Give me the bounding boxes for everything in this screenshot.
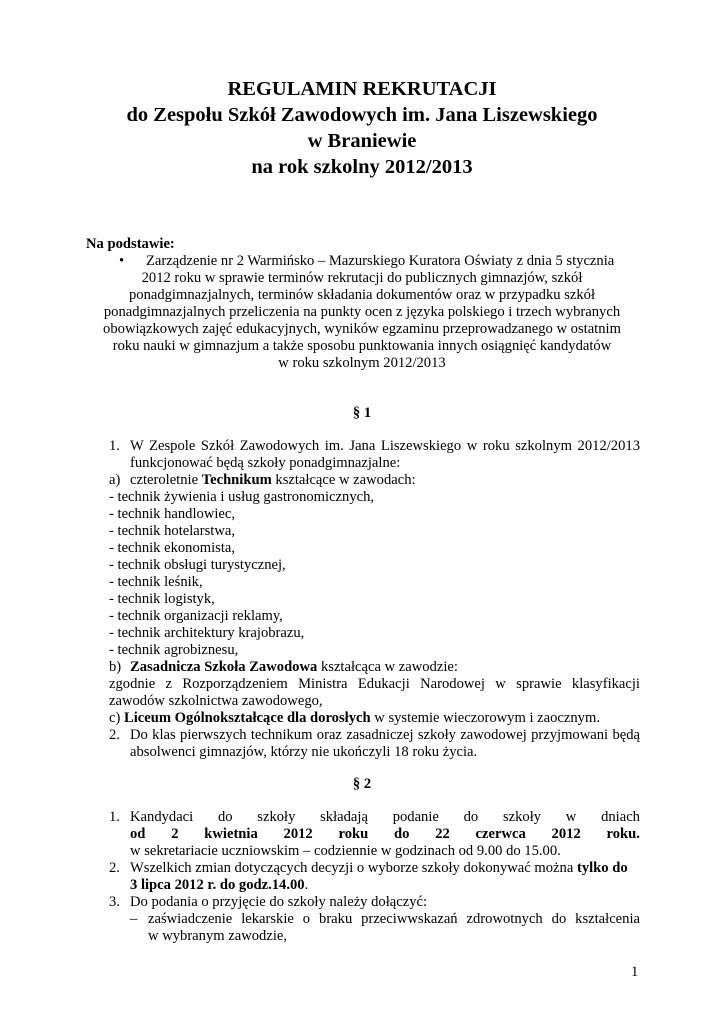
word: 2012: [283, 826, 313, 842]
section-1-item-2-line-2: absolwenci gimnazjów, którzy nie ukończyli 18 roku życia.: [130, 744, 478, 760]
text-span: .: [304, 877, 309, 893]
word: czerwca: [475, 826, 526, 842]
word: roku.: [606, 826, 640, 842]
text-line: zaświadczenie lekarskie o braku przeciwwskazań zdrowotnych do kształcenia: [148, 911, 640, 927]
word: 2012: [551, 826, 581, 842]
word: roku: [338, 826, 369, 842]
text-span: kształcąca w zawodzie:: [317, 659, 458, 675]
profession-item: - technik ekonomista,: [109, 540, 236, 556]
section-1-item-1-line-1: [130, 438, 640, 455]
word: szkoły: [502, 809, 542, 825]
basis-line: Zarządzenie nr 2 Warmińsko – Mazurskiego Kuratora Oświaty z dnia 5 stycznia: [146, 253, 615, 269]
word: 2: [171, 826, 179, 842]
text-line: zgodnie z Rozporządzeniem Ministra Edukacji Narodowej w sprawie klasyfikacji: [109, 676, 640, 692]
profession-item: - technik agrobiznesu,: [109, 642, 239, 658]
zsz-line-2: [109, 676, 640, 693]
technikum-line: [130, 472, 416, 489]
lo-name: Liceum Ogólnokształcące dla dorosłych: [124, 710, 371, 726]
section-1-item-1-line-2: funkcjonować będą szkoły ponadgimnazjalne:: [130, 455, 401, 471]
dash-icon: –: [130, 911, 138, 927]
lo-line: [109, 710, 600, 727]
list-letter-c: c): [109, 710, 121, 726]
word: szkoły: [257, 809, 296, 825]
zsz-name: Zasadnicza Szkoła Zawodowa: [130, 659, 318, 675]
zsz-line: [130, 659, 458, 676]
section-2-item-3-sub-line-2: w wybranym zawodzie,: [148, 928, 287, 944]
section-2-item-1-date-line: [130, 826, 640, 843]
word: kwietnia: [204, 826, 258, 842]
deadline-date: 3 lipca 2012 r. do godz.14.00: [130, 877, 305, 893]
page-number: 1: [631, 964, 639, 980]
text-span: czteroletnie: [130, 472, 202, 488]
word: 22: [435, 826, 450, 842]
zsz-line-3: zawodów szkolnictwa zawodowego,: [109, 693, 323, 709]
basis-line: obowiązkowych zajęć edukacyjnych, wyników egzaminu przeprowadzanego w ostatnim: [103, 321, 621, 337]
list-number: 1.: [109, 809, 120, 825]
profession-item: - technik organizacji reklamy,: [109, 608, 283, 624]
profession-item: - technik żywienia i usług gastronomicznych,: [109, 489, 375, 505]
basis-heading: Na podstawie:: [86, 236, 175, 252]
text-span: Wszelkich zmian dotyczących decyzji o wyborze szkoły dokonywać można: [130, 860, 577, 876]
deadline-label: tylko do: [576, 860, 628, 876]
word: składają: [320, 809, 368, 825]
list-number: 3.: [109, 894, 120, 910]
section-1-item-2-line-1: [130, 727, 640, 744]
profession-item: - technik handlowiec,: [109, 506, 236, 522]
basis-line: roku nauki w gimnazjum a także sposobu punktowania innych osiągnięć kandydatów: [112, 338, 612, 354]
technikum-name: Technikum: [201, 472, 272, 488]
word: Kandydaci: [130, 809, 194, 825]
section-1-heading: § 1: [352, 405, 372, 421]
basis-line: ponadgimnazjalnych przeliczenia na punkty ocen z języka polskiego i trzech wybranych: [103, 304, 621, 320]
basis-line: w roku szkolnym 2012/2013: [278, 355, 446, 371]
list-letter-a: a): [109, 472, 121, 488]
doc-title-line-3: w Braniewie: [307, 130, 417, 152]
text-line: Do klas pierwszych technikum oraz zasadniczej szkoły zawodowej przyjmowani będą: [130, 727, 640, 743]
word: dniach: [601, 809, 640, 825]
doc-title-line-1: REGULAMIN REKRUTACJI: [227, 78, 497, 100]
doc-title-line-4: na rok szkolny 2012/2013: [251, 156, 473, 178]
word: od: [130, 826, 146, 842]
basis-line: ponadgimnazjalnych, terminów składania dokumentów oraz w przypadku szkół: [128, 287, 596, 303]
section-2-item-1-line-3: w sekretariacie uczniowskim – codziennie w godzinach od 9.00 do 15.00.: [130, 843, 561, 859]
word: podanie: [392, 809, 439, 825]
list-number: 2.: [109, 860, 120, 876]
list-letter-b: b): [109, 659, 122, 675]
profession-item: - technik leśnik,: [109, 574, 203, 590]
bullet-icon: •: [119, 253, 125, 269]
section-2-item-2-line-2: [130, 877, 308, 894]
word: w: [565, 809, 577, 825]
profession-item: - technik obsługi turystycznej,: [109, 557, 286, 573]
word: do: [394, 826, 410, 842]
profession-item: - technik hotelarstwa,: [109, 523, 236, 539]
section-2-item-3-line-1: Do podania o przyjęcie do szkoły należy dołączyć:: [130, 894, 428, 910]
text-line: W Zespole Szkół Zawodowych im. Jana Liszewskiego w roku szkolnym 2012/2013: [130, 438, 640, 454]
section-2-item-1-line-1: [130, 809, 640, 826]
profession-item: - technik architektury krajobrazu,: [109, 625, 305, 641]
basis-line: 2012 roku w sprawie terminów rekrutacji do publicznych gimnazjów, szkół: [141, 270, 583, 286]
list-number: 2.: [109, 727, 120, 743]
text-span: w systemie wieczorowym i zaocznym.: [370, 710, 600, 726]
word: do: [217, 809, 233, 825]
section-2-heading: § 2: [352, 776, 372, 792]
profession-item: - technik logistyk,: [109, 591, 215, 607]
text-span: kształcące w zawodach:: [271, 472, 416, 488]
doc-title-line-2: do Zespołu Szkół Zawodowych im. Jana Liszewskiego: [126, 104, 598, 126]
list-number: 1.: [109, 438, 120, 454]
word: do: [463, 809, 479, 825]
section-2-item-3-sub-line-1: [148, 911, 640, 928]
section-2-item-2-line-1: [130, 860, 628, 877]
